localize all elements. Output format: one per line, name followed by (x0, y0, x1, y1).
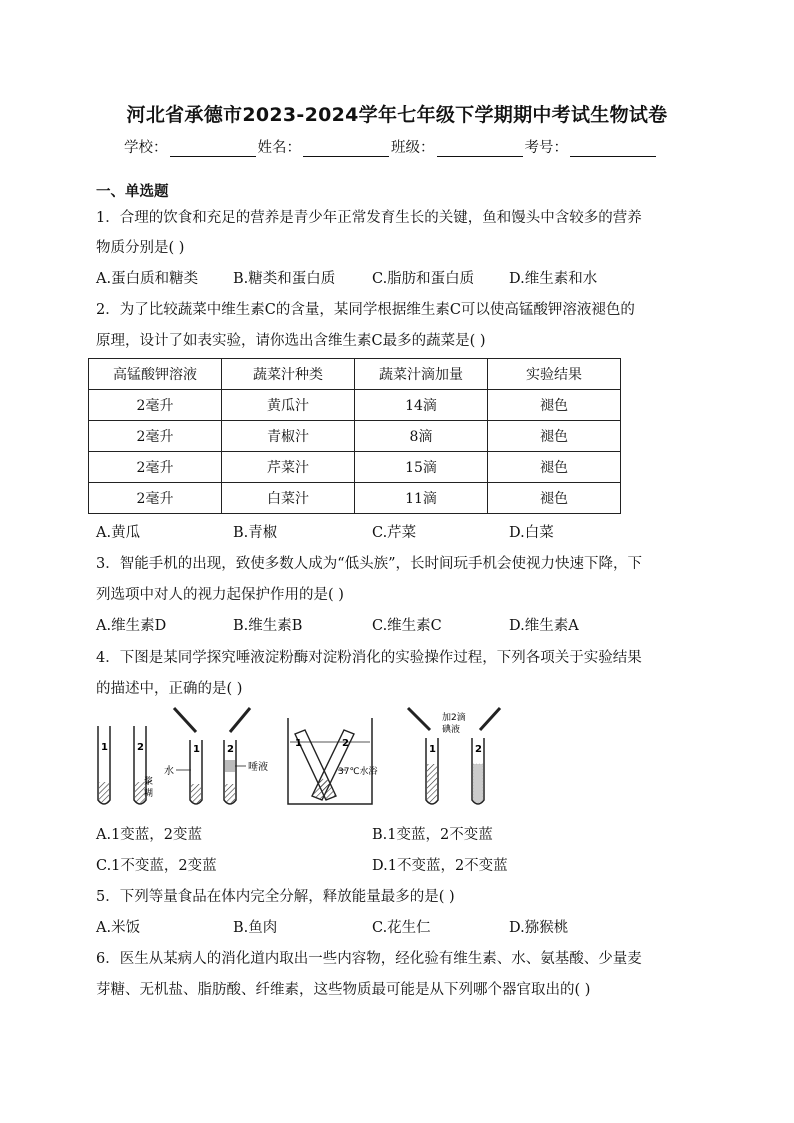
table-row (89, 421, 621, 452)
tube-2-label: 2 (137, 742, 144, 753)
q5-option-d: D.猕猴桃 (509, 920, 569, 936)
q4-option-b: B.1变蓝，2不变蓝 (372, 827, 493, 843)
tube-2-label: 2 (227, 744, 234, 755)
q1-option-c: C.脂肪和蛋白质 (372, 271, 475, 287)
q5-option-c: C.花生仁 (372, 920, 431, 936)
table-row (89, 452, 621, 483)
table-cell: 褪色 (488, 421, 621, 452)
q3-line2: 列选项中对人的视力起保护作用的是( ) (96, 587, 344, 603)
table-row (89, 483, 621, 514)
table-cell: 褪色 (488, 483, 621, 514)
table-cell: 2毫升 (89, 452, 222, 483)
table-cell: 褪色 (488, 390, 621, 421)
panel-2 (164, 708, 268, 804)
school-blank (170, 140, 256, 157)
q4-option-c: C.1不变蓝，2变蓝 (96, 858, 217, 874)
table-cell: 8滴 (355, 421, 488, 452)
class-blank (437, 140, 523, 157)
q6-line1: 6．医生从某病人的消化道内取出一些内容物，经化验有维生素、水、氨基酸、少量麦 (96, 951, 642, 967)
q1-option-a: A.蛋白质和糖类 (96, 271, 199, 287)
section-heading: 一、单选题 (96, 184, 169, 200)
q3-option-a: A.维生素D (96, 618, 167, 634)
q1-line2: 物质分别是( ) (96, 240, 185, 256)
class-label: 班级： (391, 140, 435, 156)
table-cell: 白菜汁 (222, 483, 355, 514)
q4-line2: 的描述中，正确的是( ) (96, 681, 243, 697)
q3-line1: 3．智能手机的出现，致使多数人成为“低头族”，长时间玩手机会使视力快速下降，下 (96, 556, 643, 572)
q2-option-d: D.白菜 (509, 525, 554, 541)
q5-option-a: A.米饭 (96, 920, 141, 936)
dropper-1-icon (174, 708, 196, 732)
name-blank (303, 140, 389, 157)
q1-line1: 1．合理的饮食和充足的营养是青少年正常发育生长的关键，鱼和馒头中含较多的营养 (96, 210, 642, 226)
saliva-experiment-figure (92, 704, 522, 812)
q2-option-c: C.芹菜 (372, 525, 417, 541)
table-cell: 14滴 (355, 390, 488, 421)
q1-option-d: D.维生素和水 (509, 271, 598, 287)
q2-line2: 原理，设计了如表实验，请你选出含维生素C最多的蔬菜是( ) (96, 333, 486, 349)
q3-option-c: C.维生素C (372, 618, 442, 634)
table-cell: 黄瓜汁 (222, 390, 355, 421)
name-label: 姓名： (257, 140, 301, 156)
tube-2-label: 2 (475, 744, 482, 755)
q2-option-a: A.黄瓜 (96, 525, 141, 541)
table-cell: 芹菜汁 (222, 452, 355, 483)
saliva-label: 唾液 (248, 762, 268, 773)
dropper-2-icon (480, 708, 500, 730)
q6-line2: 芽糖、无机盐、脂肪酸、纤维素，这些物质最可能是从下列哪个器官取出的( ) (96, 982, 591, 998)
dropper-1-icon (408, 708, 430, 730)
dropper-2-icon (230, 708, 250, 732)
vitamin-c-table (88, 358, 621, 514)
exam-no-label: 考号： (524, 140, 568, 156)
water-label: 水 (164, 766, 174, 777)
saliva-fill (225, 760, 235, 772)
tube-1-label: 1 (295, 738, 302, 749)
q3-option-b: B.维生素B (233, 618, 303, 634)
table-header-row (89, 359, 621, 390)
table-header: 实验结果 (488, 359, 621, 390)
exam-title: 河北省承德市2023-2024学年七年级下学期期中考试生物试卷 (126, 104, 668, 126)
exam-no-blank (570, 140, 656, 157)
q2-line1: 2．为了比较蔬菜中维生素C的含量，某同学根据维生素C可以使高锰酸钾溶液褪色的 (96, 302, 635, 318)
iodine-label-line1: 加2滴 (442, 713, 466, 723)
paste-label-top: 浆 (144, 777, 154, 787)
q5-line1: 5．下列等量食品在体内完全分解，释放能量最多的是( ) (96, 889, 455, 905)
table-header: 蔬菜汁种类 (222, 359, 355, 390)
panel-4 (408, 708, 500, 804)
table-cell: 青椒汁 (222, 421, 355, 452)
paste-fill-1 (99, 782, 109, 803)
tube-1-label: 1 (193, 744, 200, 755)
table-header: 蔬菜汁滴加量 (355, 359, 488, 390)
table-cell: 2毫升 (89, 421, 222, 452)
q2-option-b: B.青椒 (233, 525, 278, 541)
iodine-label-line2: 碘液 (442, 725, 461, 735)
tube-1-label: 1 (101, 742, 108, 753)
table-cell: 2毫升 (89, 390, 222, 421)
school-label: 学校： (124, 140, 168, 156)
q3-option-d: D.维生素A (509, 618, 579, 634)
q4-option-d: D.1不变蓝，2不变蓝 (372, 858, 508, 874)
tube-1-label: 1 (429, 744, 436, 755)
panel-3 (288, 718, 378, 804)
table-cell: 褪色 (488, 452, 621, 483)
table-header: 高锰酸钾溶液 (89, 359, 222, 390)
table-cell: 2毫升 (89, 483, 222, 514)
tube-2-label: 2 (342, 738, 349, 749)
q4-line1: 4．下图是某同学探究唾液淀粉酶对淀粉消化的实验操作过程，下列各项关于实验结果 (96, 650, 642, 666)
student-info-row (124, 136, 658, 157)
water-bath-label: 37℃水浴 (338, 767, 378, 777)
q4-option-a: A.1变蓝，2变蓝 (96, 827, 203, 843)
table-row (89, 390, 621, 421)
panel-1 (98, 726, 153, 804)
table-cell: 11滴 (355, 483, 488, 514)
q5-option-b: B.鱼肉 (233, 920, 278, 936)
q1-option-b: B.糖类和蛋白质 (233, 271, 336, 287)
table-cell: 15滴 (355, 452, 488, 483)
paste-label-bottom: 糊 (144, 789, 154, 799)
